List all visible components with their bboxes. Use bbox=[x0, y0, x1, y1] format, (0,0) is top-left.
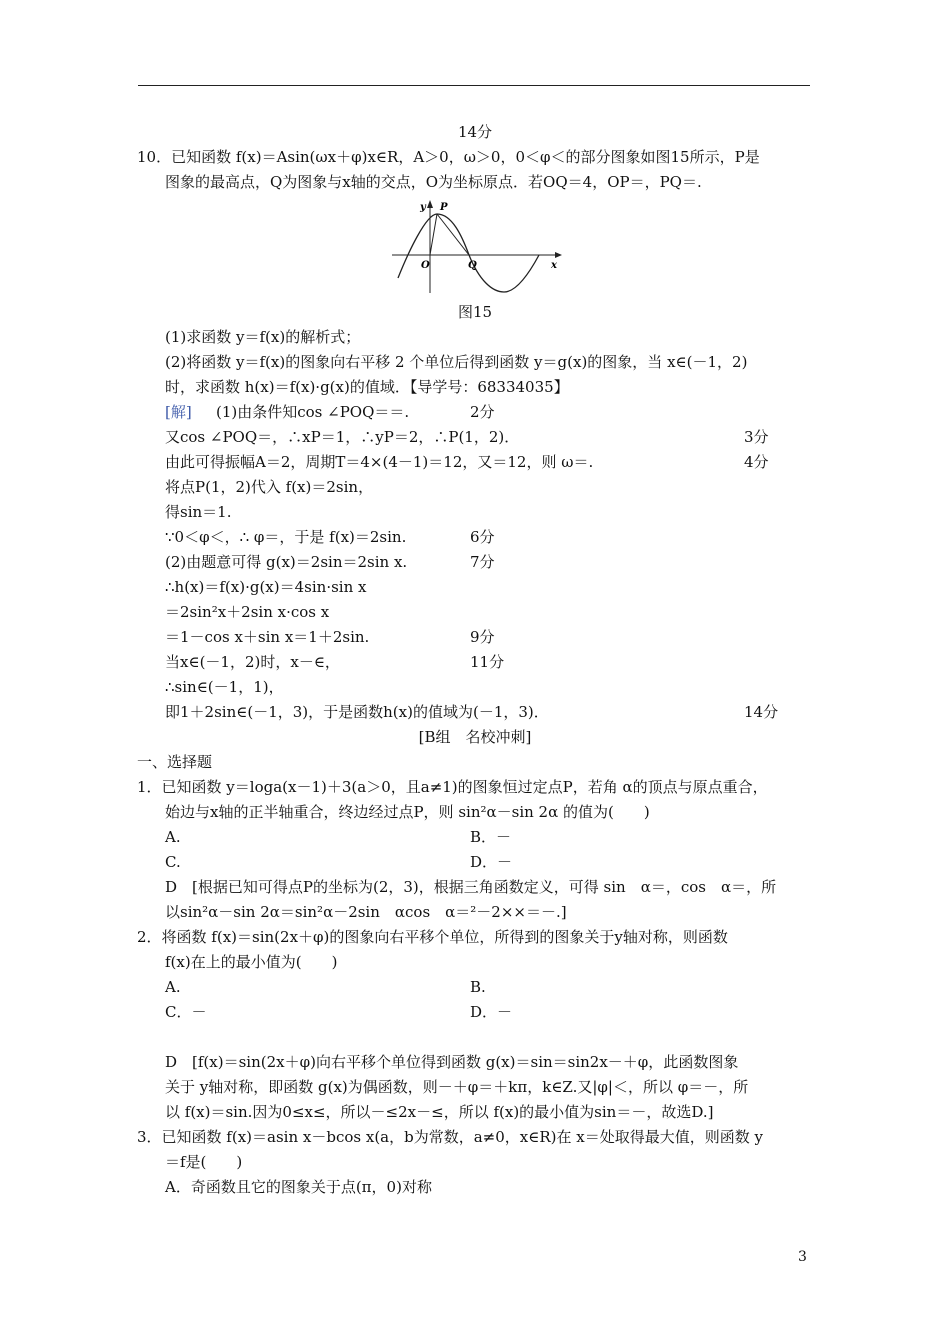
solution-line-4: 将点P(1，2)代入 f(x)＝2sin， bbox=[165, 478, 374, 496]
sine-graph-figure bbox=[392, 198, 562, 294]
section-heading: 一、选择题 bbox=[137, 753, 213, 771]
q2-option-a: A. bbox=[165, 978, 181, 996]
x-axis-arrow bbox=[555, 252, 562, 258]
a1-line-1: D [根据已知可得点P的坐标为(2，3)，根据三角函数定义，可得 sin α＝，cos α＝，所 bbox=[165, 878, 777, 896]
question-part-2-line-1: (2)将函数 y＝f(x)的图象向右平移 2 个单位后得到函数 y＝g(x)的图象，当 x∈(－1，2) bbox=[165, 353, 748, 371]
header-rule bbox=[138, 85, 810, 86]
score-7: 7分 bbox=[470, 553, 495, 571]
solution-line-11: 当x∈(－1，2)时，x－∈， bbox=[165, 653, 340, 671]
score-2: 2分 bbox=[470, 403, 495, 421]
label-x: x bbox=[551, 260, 557, 271]
a2-line-3: 以 f(x)＝sin.因为0≤x≤，所以－≤2x－≤，所以 f(x)的最小值为sin＝－，故选D.] bbox=[165, 1103, 714, 1121]
q3-option-a: A．奇函数且它的图象关于点(π，0)对称 bbox=[165, 1178, 432, 1196]
q2-line-2: f(x)在上的最小值为( ) bbox=[165, 953, 338, 971]
score-6: 6分 bbox=[470, 528, 495, 546]
solution-line-6: ∵0＜φ＜，∴ φ＝，于是 f(x)＝2sin. bbox=[165, 528, 407, 546]
q1-line-1: 1．已知函数 y＝loga(x－1)＋3(a＞0，且a≠1)的图象恒过定点P，若角 α的顶点与原点重合， bbox=[137, 778, 768, 796]
score-line: 14分 bbox=[457, 123, 493, 141]
segment-pq bbox=[437, 214, 469, 255]
a2-line-2: 关于 y轴对称，即函数 g(x)为偶函数，则－＋φ＝＋kπ，k∈Z.又|φ|＜，所以 φ＝－，所 bbox=[165, 1078, 749, 1096]
score-9: 9分 bbox=[470, 628, 495, 646]
score-14: 14分 bbox=[744, 703, 779, 721]
q1-line-2: 始边与x轴的正半轴重合，终边经过点P，则 sin²α－sin 2α 的值为( ) bbox=[165, 803, 650, 821]
solution-line-5: 得sin＝1. bbox=[165, 503, 232, 521]
score-11: 11分 bbox=[470, 653, 505, 671]
solution-line-1: (1)由条件知cos ∠POQ＝＝. bbox=[216, 403, 410, 421]
question-part-2-line-2: 时，求函数 h(x)＝f(x)·g(x)的值域．【导学号：68334035】 bbox=[165, 378, 569, 396]
q1-option-a: A. bbox=[165, 828, 181, 846]
q1-option-b: B．－ bbox=[470, 828, 512, 846]
q2-option-b: B. bbox=[470, 978, 486, 996]
solution-line-3: 由此可得振幅A＝2，周期T＝4×(4－1)＝12，又＝12，则 ω＝. bbox=[165, 453, 594, 471]
page-number: 3 bbox=[798, 1249, 807, 1265]
solution-line-13: 即1＋2sin∈(－1，3)，于是函数h(x)的值域为(－1，3)． bbox=[165, 703, 549, 721]
group-b-heading: [B组 名校冲刺] bbox=[418, 728, 532, 746]
solution-tag: [解] bbox=[165, 403, 192, 421]
solution-line-12: ∴sin∈(－1，1)， bbox=[165, 678, 284, 696]
score-4: 4分 bbox=[744, 453, 769, 471]
question-part-1: (1)求函数 y＝f(x)的解析式； bbox=[165, 328, 361, 346]
label-y: y bbox=[420, 202, 426, 213]
solution-line-8: ∴h(x)＝f(x)·g(x)＝4sin·sin x bbox=[165, 578, 367, 596]
score-3: 3分 bbox=[744, 428, 769, 446]
q2-line-1: 2．将函数 f(x)＝sin(2x＋φ)的图象向右平移个单位，所得到的图象关于y轴对称，则函数 bbox=[137, 928, 728, 946]
figure-caption: 图15 bbox=[457, 303, 493, 321]
q1-option-c: C. bbox=[165, 853, 181, 871]
q2-option-c: C．－ bbox=[165, 1003, 207, 1021]
label-p: P bbox=[440, 202, 448, 213]
sine-curve bbox=[398, 214, 539, 292]
q2-option-d: D．－ bbox=[470, 1003, 513, 1021]
y-axis-arrow bbox=[427, 200, 433, 208]
label-q: Q bbox=[468, 260, 477, 271]
label-o: O bbox=[421, 260, 430, 271]
solution-line-10: ＝1－cos x＋sin x＝1＋2sin. bbox=[165, 628, 370, 646]
problem-10-line-2: 图象的最高点，Q为图象与x轴的交点，O为坐标原点．若OQ＝4，OP＝，PQ＝. bbox=[165, 173, 702, 191]
q1-option-d: D．－ bbox=[470, 853, 513, 871]
solution-line-7: (2)由题意可得 g(x)＝2sin＝2sin x. bbox=[165, 553, 408, 571]
a1-line-2: 以sin²α－sin 2α＝sin²α－2sin αcos α＝²－2××＝－.] bbox=[165, 903, 567, 921]
q3-line-2: ＝f是( ) bbox=[165, 1153, 243, 1171]
segment-op bbox=[430, 214, 437, 255]
q3-line-1: 3．已知函数 f(x)＝asin x－bcos x(a，b为常数，a≠0，x∈R)在 x＝处取得最大值，则函数 y bbox=[137, 1128, 763, 1146]
problem-10-line-1: 10．已知函数 f(x)＝Asin(ωx＋φ)x∈R，A＞0，ω＞0，0＜φ＜的部分图象如图15所示，P是 bbox=[137, 148, 760, 166]
a2-line-1: D [f(x)＝sin(2x＋φ)向右平移个单位得到函数 g(x)＝sin＝sin2x－＋φ，此函数图象 bbox=[165, 1053, 739, 1071]
solution-line-2: 又cos ∠POQ＝，∴xP＝1，∴yP＝2，∴P(1，2)． bbox=[165, 428, 520, 446]
solution-line-9: ＝2sin²x＋2sin x·cos x bbox=[165, 603, 330, 621]
